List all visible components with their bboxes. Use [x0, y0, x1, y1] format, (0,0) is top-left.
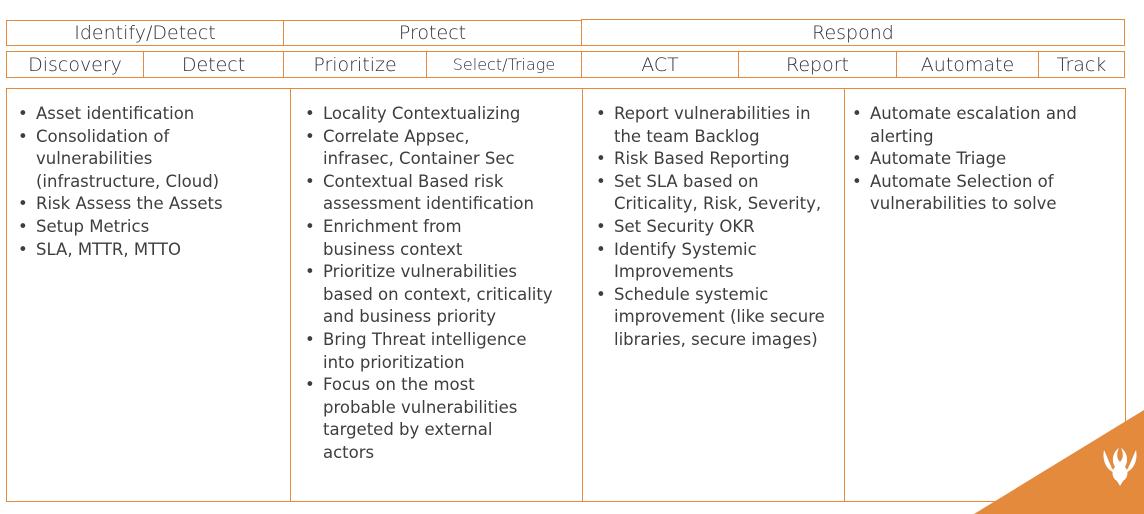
list-item: • Contextual Based risk assessment identification — [301, 171, 563, 216]
list-item: • Identify Systemic Improvements — [592, 239, 784, 284]
protect-list — [301, 103, 563, 465]
protect-column — [301, 88, 563, 502]
list-item: • Schedule systemic improvement (like secure libraries, secure images) — [592, 284, 842, 352]
list-item: • Risk Based Reporting — [592, 148, 840, 171]
corner-accent — [974, 400, 1144, 514]
list-item: • Automate escalation and alerting — [848, 103, 1095, 148]
step-header-track: Track — [1038, 51, 1125, 78]
list-item: • Prioritize vulnerabilities based on context, criticality and business priority — [301, 261, 555, 329]
column-divider — [582, 88, 583, 502]
step-header-act: ACT — [581, 51, 739, 78]
step-header-report: Report — [738, 51, 897, 78]
list-item: • Correlate Appsec, infrasec, Container Sec — [301, 126, 538, 171]
identify-detect-list — [14, 103, 284, 261]
list-item: • SLA, MTTR, MTTO — [14, 239, 284, 262]
step-header-discovery: Discovery — [6, 51, 144, 78]
list-item: • Report vulnerabilities in the team Backlog — [592, 103, 842, 148]
list-item: • Enrichment from business context — [301, 216, 513, 261]
list-item: • Risk Assess the Assets — [14, 193, 284, 216]
step-header-detect: Detect — [143, 51, 284, 78]
column-divider — [844, 88, 845, 502]
list-item: • Automate Selection of vulnerabilities to solve — [848, 171, 1095, 216]
identify-detect-column — [14, 88, 284, 502]
list-item: • Setup Metrics — [14, 216, 284, 239]
list-item: • Automate Triage — [848, 148, 1118, 171]
list-item: • Bring Threat intelligence into prioritization — [301, 329, 555, 374]
phase-header-respond: Respond — [581, 19, 1125, 46]
list-item: • Focus on the most probable vulnerabilities targeted by external actors — [301, 374, 543, 464]
column-divider — [290, 88, 291, 502]
list-item: • Consolidation of vulnerabilities (infrastructure, Cloud) — [14, 126, 236, 194]
list-item: • Set SLA based on Criticality, Risk, Severity, — [592, 171, 842, 216]
list-item: • Asset identification — [14, 103, 284, 126]
list-item: • Set Security OKR — [592, 216, 840, 239]
respond-act-report-list — [592, 103, 840, 352]
step-header-automate: Automate — [896, 51, 1039, 78]
phase-header-protect: Protect — [283, 20, 582, 46]
respond-automate-track-list — [848, 103, 1118, 216]
respond-act-report-column — [592, 88, 840, 502]
step-header-select-triage: Select/Triage — [426, 51, 582, 78]
step-header-prioritize: Prioritize — [283, 51, 427, 78]
phase-header-identify-detect: Identify/Detect — [6, 20, 284, 46]
list-item: • Locality Contextualizing — [301, 103, 563, 126]
